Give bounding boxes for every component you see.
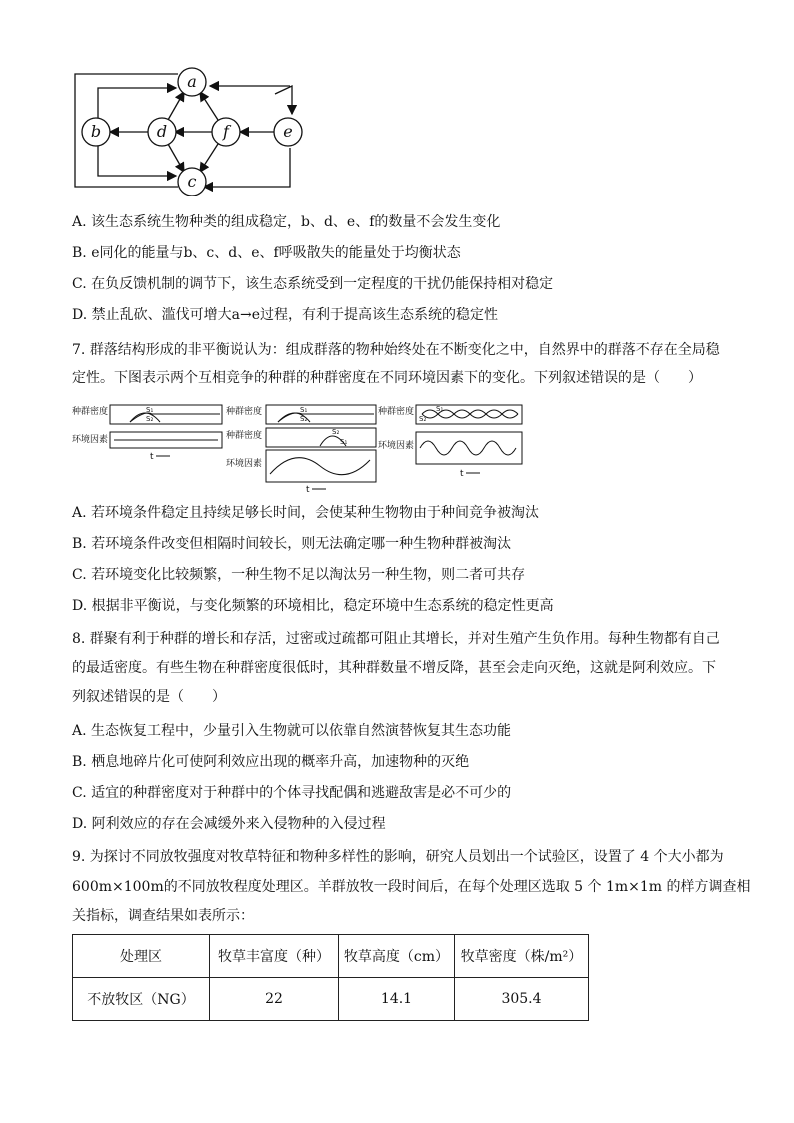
q7-stem-line-2: 定性。下图表示两个互相竞争的种群的种群密度在不同环境因素下的变化。下列叙述错误的是（ ） bbox=[72, 370, 702, 386]
q8-stem-line-3: 列叙述错误的是（ ） bbox=[72, 689, 226, 705]
panel2-t-label: t bbox=[306, 485, 310, 494]
q8-stem-line-1: 8. 群聚有利于种群的增长和存活，过密或过疏都可阻止其增长，并对生殖产生负作用。每种生物都有自己 bbox=[72, 631, 720, 647]
panel2b-density-label: 种群密度 bbox=[226, 431, 263, 441]
panel1-t-label: t bbox=[150, 452, 154, 462]
panel2b-s1: S₁ bbox=[340, 438, 348, 446]
q9-stem-line-1: 9. 为探讨不同放牧强度对牧草特征和物种多样性的影响，研究人员划出一个试验区，设置了 4 个大小都为 bbox=[72, 849, 724, 865]
panel3-env-label: 环境因素 bbox=[378, 441, 415, 451]
node-c: c bbox=[187, 172, 197, 191]
node-d: d bbox=[156, 122, 168, 141]
panel2-env-label: 环境因素 bbox=[226, 459, 263, 469]
panel3-s2: S₂ bbox=[419, 415, 427, 423]
q6-option-c: C. 在负反馈机制的调节下，该生态系统受到一定程度的干扰仍能保持相对稳定 bbox=[72, 276, 554, 292]
table-header-cell: 处理区 bbox=[73, 935, 210, 978]
table-cell: 不放牧区（NG） bbox=[73, 978, 210, 1021]
competition-figure bbox=[70, 402, 530, 494]
table-cell: 22 bbox=[210, 978, 339, 1021]
q8-stem-line-2: 的最适密度。有些生物在种群密度很低时，其种群数量不增反降，甚至会走向灭绝，这就是阿利效应。下 bbox=[72, 660, 716, 676]
panel3-t-label: t bbox=[460, 469, 464, 479]
table-row bbox=[73, 978, 589, 1021]
table-cell: 305.4 bbox=[455, 978, 589, 1021]
q6-option-b: B. e同化的能量与b、c、d、e、f呼吸散失的能量处于均衡状态 bbox=[72, 245, 461, 261]
table-cell: 14.1 bbox=[339, 978, 455, 1021]
q8-option-c: C. 适宜的种群密度对于种群中的个体寻找配偶和逃避敌害是必不可少的 bbox=[72, 785, 512, 801]
table-header-cell: 牧草密度（株/m²） bbox=[455, 935, 589, 978]
q7-option-c: C. 若环境变化比较频繁，一种生物不足以淘汰另一种生物，则二者可共存 bbox=[72, 567, 526, 583]
q8-option-d: D. 阿利效应的存在会减缓外来入侵物种的入侵过程 bbox=[72, 816, 386, 832]
panel3-s1: S₁ bbox=[436, 405, 444, 413]
node-e: e bbox=[283, 122, 293, 141]
q8-option-b: B. 栖息地碎片化可使阿利效应出现的概率升高，加速物种的灭绝 bbox=[72, 754, 470, 770]
panel1-env-label: 环境因素 bbox=[72, 435, 109, 445]
q7-option-b: B. 若环境条件改变但相隔时间较长，则无法确定哪一种生物种群被淘汰 bbox=[72, 536, 512, 552]
table-header-cell: 牧草高度（cm） bbox=[339, 935, 455, 978]
q7-stem-line-1: 7. 群落结构形成的非平衡说认为：组成群落的物种始终处在不断变化之中，自然界中的群落不存在全局稳 bbox=[72, 342, 720, 358]
food-web-diagram bbox=[70, 64, 310, 196]
panel2-s2: S₂ bbox=[300, 415, 308, 423]
panel1-density-label: 种群密度 bbox=[72, 407, 109, 417]
panel2-s1: S₁ bbox=[300, 406, 308, 414]
table-header-cell: 牧草丰富度（种） bbox=[210, 935, 339, 978]
table-header-row bbox=[73, 935, 589, 978]
node-f: f bbox=[223, 122, 229, 141]
panel2-density-label: 种群密度 bbox=[226, 407, 263, 417]
q7-option-d: D. 根据非平衡说，与变化频繁的环境相比，稳定环境中生态系统的稳定性更高 bbox=[72, 598, 554, 614]
q6-option-d: D. 禁止乱砍、滥伐可增大a→e过程，有利于提高该生态系统的稳定性 bbox=[72, 307, 498, 323]
q7-option-a: A. 若环境条件稳定且持续足够长时间，会使某种生物物由于种间竞争被淘汰 bbox=[72, 505, 540, 521]
panel1-s2: S₂ bbox=[146, 415, 154, 423]
panel3-density-label: 种群密度 bbox=[378, 407, 415, 417]
panel1-s1: S₁ bbox=[146, 406, 154, 414]
q6-option-a: A. 该生态系统生物种类的组成稳定，b、d、e、f的数量不会发生变化 bbox=[72, 214, 501, 230]
q9-results-table bbox=[72, 934, 589, 1021]
node-a: a bbox=[187, 72, 197, 91]
panel2b-s2: S₂ bbox=[332, 428, 340, 436]
q9-stem-line-2: 600m×100m的不同放牧程度处理区。羊群放牧一段时间后，在每个处理区选取 5 个 1m×1m 的样方调查相 bbox=[72, 879, 751, 895]
q8-option-a: A. 生态恢复工程中，少量引入生物就可以依靠自然演替恢复其生态功能 bbox=[72, 723, 512, 739]
node-b: b bbox=[90, 122, 102, 141]
q9-stem-line-3: 关指标，调查结果如表所示： bbox=[72, 908, 254, 924]
